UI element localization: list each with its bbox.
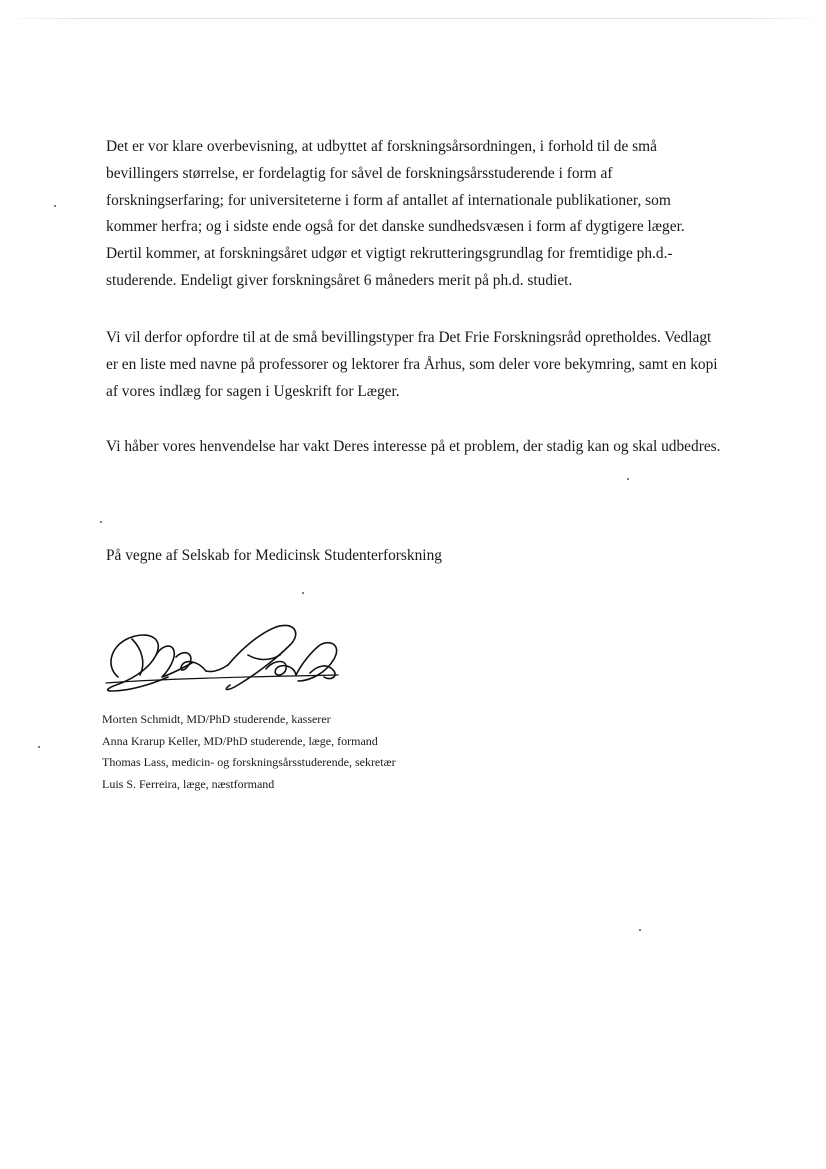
text-line: forskningserfaring; for universiteterne i form af antallet af internationale publikationer, som — [106, 191, 671, 209]
scan-speck — [100, 521, 102, 523]
paragraph-hope — [106, 434, 721, 461]
text-line: Dertil kommer, at forskningsåret udgør et vigtigt rekrutteringsgrundlag for fremtidige ph.d.- — [106, 245, 673, 263]
text-line: af vores indlæg for sagen i Ugeskrift for Læger. — [106, 382, 400, 400]
text-line: kommer herfra; og i sidste ende også for det danske sundhedsvæsen i form af dygtigere læger. — [106, 218, 685, 236]
signer-name: Luis S. Ferreira, læge, næstformand — [102, 776, 275, 791]
closing-line — [106, 543, 442, 570]
scan-speck — [627, 478, 629, 480]
text-line: Vi vil derfor opfordre til at de små bevillingstyper fra Det Frie Forskningsråd opretholdes. Vedlagt — [106, 329, 712, 346]
text-line: Det er vor klare overbevisning, at udbyttet af forskningsårsordningen, i forhold til de små — [106, 138, 657, 155]
text-line: er en liste med navne på professorer og lektorer fra Århus, som deler vore bekymring, samt en kopi — [106, 355, 718, 373]
signer-name: Anna Krarup Keller, MD/PhD studerende, læge, formand — [102, 733, 378, 748]
text-line: bevillingers størrelse, er fordelagtig for såvel de forskningsårsstuderende i form af — [106, 164, 613, 182]
text-line: studerende. Endeligt giver forskningsåret 6 måneders merit på ph.d. studiet. — [106, 271, 573, 289]
scan-speck — [639, 929, 641, 931]
closing-text: På vegne af Selskab for Medicinsk Studenterforskning — [106, 547, 442, 564]
paragraph-benefits — [106, 134, 685, 295]
scan-speck — [38, 746, 40, 748]
paragraph-request — [106, 325, 718, 405]
signer-name: Thomas Lass, medicin- og forskningsårsstuderende, sekretær — [102, 755, 396, 770]
signer-name: Morten Schmidt, MD/PhD studerende, kasserer — [102, 712, 331, 726]
scan-edge-line — [0, 18, 826, 19]
handwritten-signature — [98, 615, 348, 700]
scan-speck — [54, 205, 56, 207]
signer-list — [102, 709, 396, 795]
text-line: Vi håber vores henvendelse har vakt Deres interesse på et problem, der stadig kan og skal udbedres. — [106, 438, 721, 455]
scan-speck — [302, 592, 304, 594]
